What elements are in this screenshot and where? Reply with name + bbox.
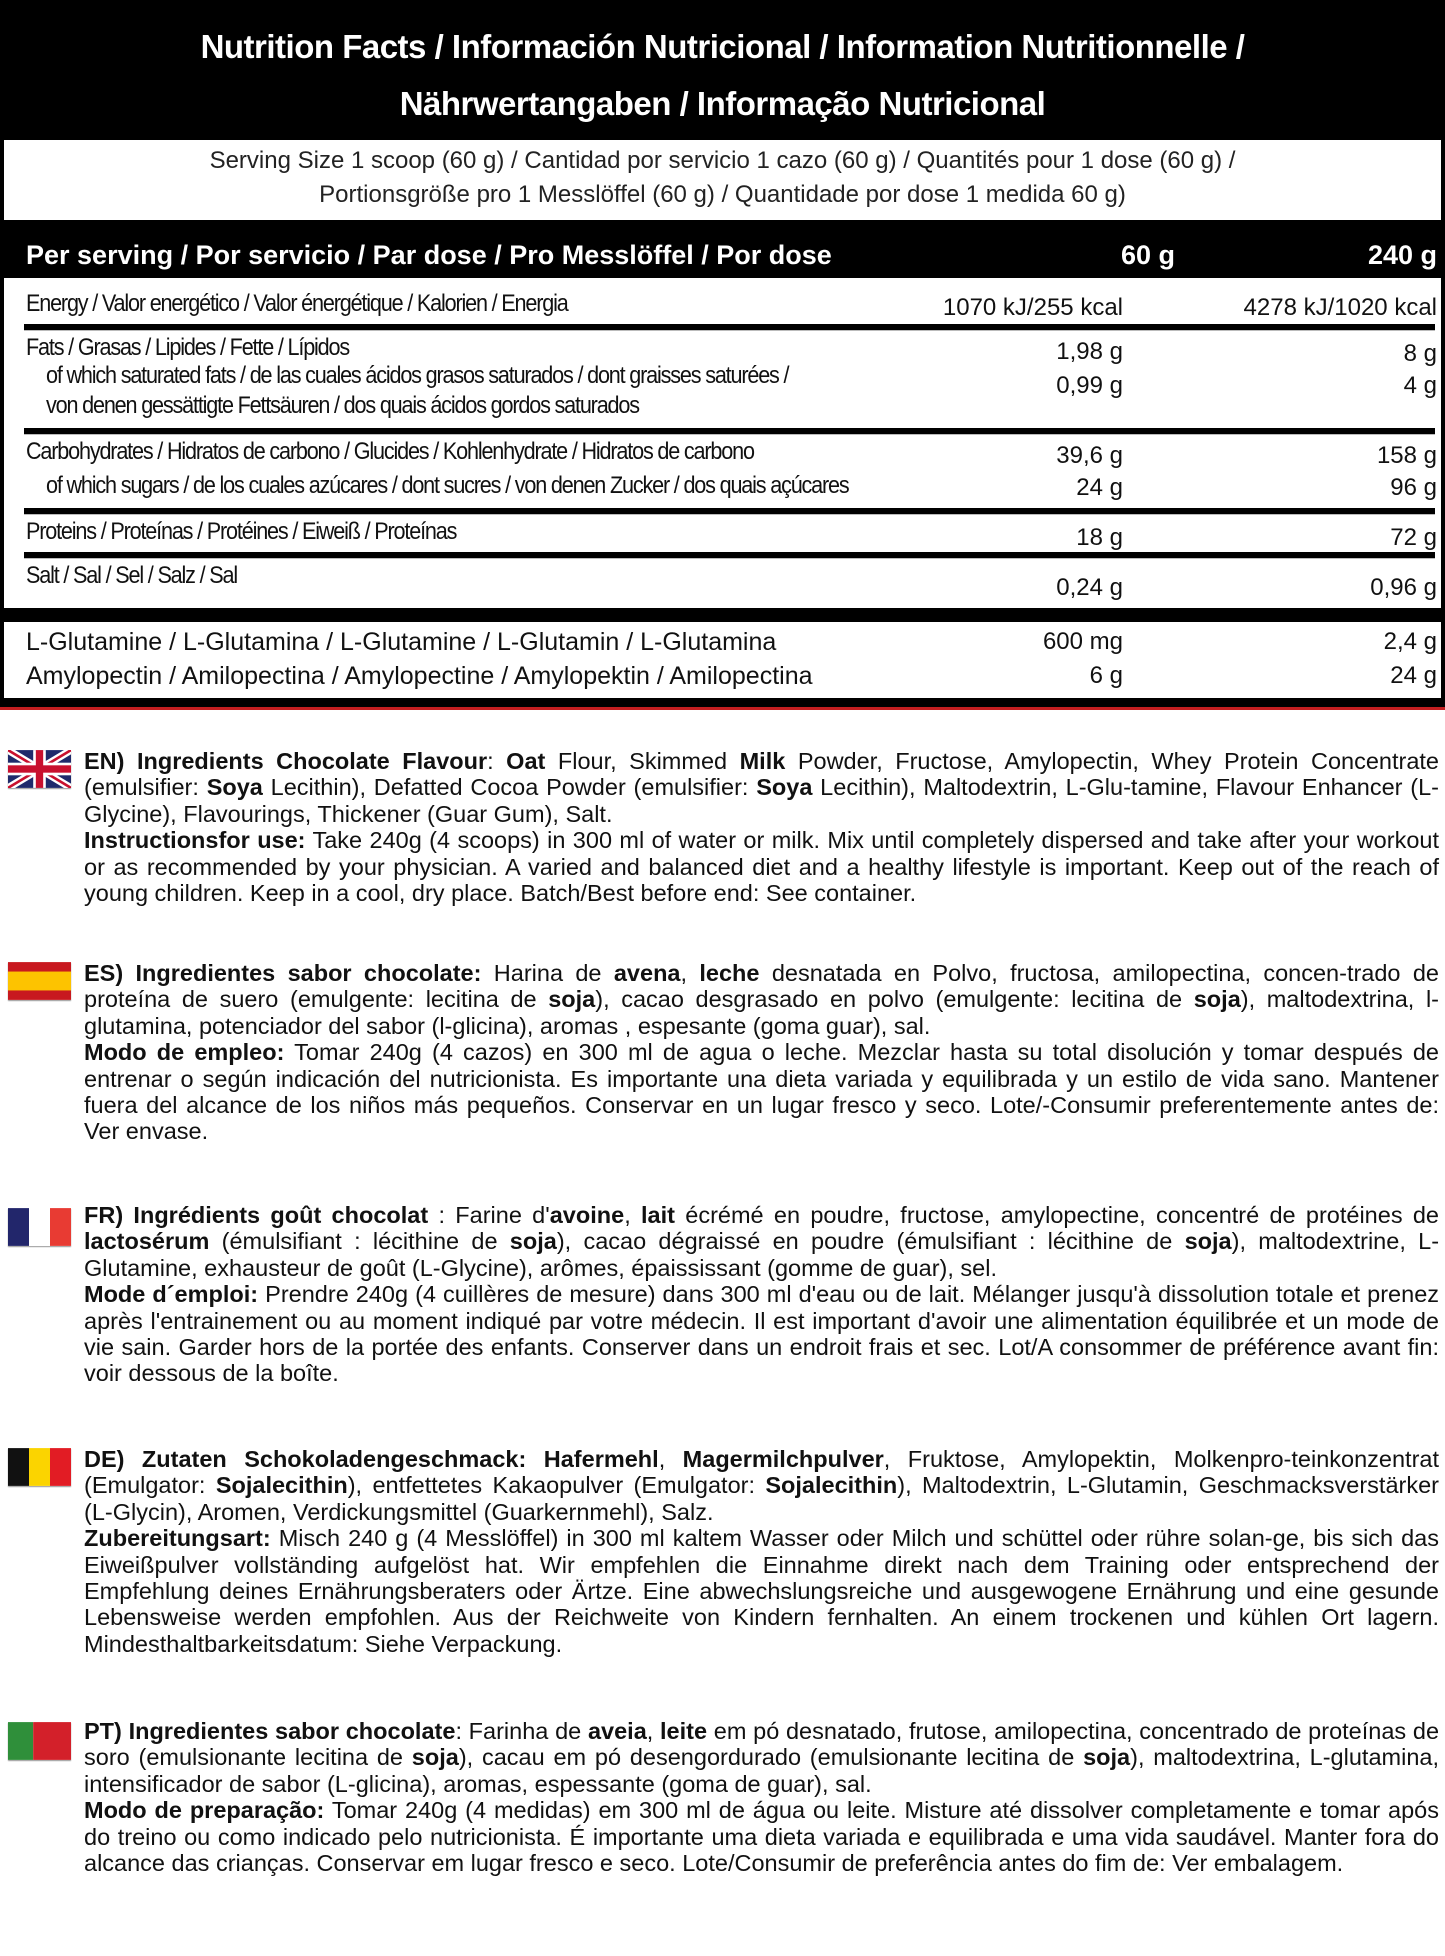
instructions-en <box>84 827 1439 906</box>
column-header-60g: 60 g <box>1120 240 1175 270</box>
uk-flag-icon <box>8 750 71 788</box>
extra-label: Amylopectin / Amilopectina / Amylopectine / Amylopektin / Amilopectina <box>26 662 813 690</box>
section-fr-text <box>84 1202 1439 1387</box>
instructions-text: Take 240g (4 scoops) in 300 ml of water or milk. Mix until completely dispersed and take after your workout or as recommended by your physician. A varied and balanced diet and a healthy lifestyle is important. Keep out of the reach of young children. Keep in a cool, dry place. Batch/Best before end: See container. <box>84 827 1439 907</box>
value-60g: 24 g <box>1076 474 1123 501</box>
section-es-text <box>84 960 1439 1145</box>
value-60g: 600 mg <box>1042 628 1123 655</box>
title-line-1: Nutrition Facts / Información Nutricional / Information Nutritionnelle / <box>200 28 1245 65</box>
instructions-heading: Instructionsfor use: <box>84 827 306 854</box>
value-240g: 8 g <box>1403 340 1437 367</box>
value-240g: 0,96 g <box>1370 574 1437 601</box>
serving-line-2: Portionsgröße pro 1 Messlöffel (60 g) / Quantidade por dose 1 medida 60 g) <box>319 181 1126 208</box>
value-60g: 6 g <box>1089 662 1123 689</box>
ingredients-pt: PT) Ingredientes sabor chocolate: Farinha de aveia, leite em pó desnatado, frutose, amilopectina, concentrado de proteínas de soro (emulsionante lecitina de soja), cacau em pó desengordurado (emulsionante lecitina de soja), maltodextrina, L-glutamina, intensificador de sabor (L-glicina), aromas, espessante (goma de guar), sal. <box>84 1718 1440 1797</box>
value-60g: 0,24 g <box>1056 574 1123 601</box>
nutrient-label: Carbohydrates / Hidratos de carbono / Glucides / Kohlenhydrate / Hidratos de carbono <box>26 438 754 465</box>
section-pt-text <box>84 1718 1439 1876</box>
row-divider <box>24 508 1435 515</box>
value-240g: 24 g <box>1390 662 1437 689</box>
value-60g: 39,6 g <box>1056 442 1123 469</box>
value-60g: 1,98 g <box>1056 338 1123 365</box>
section-en-text <box>84 748 1439 906</box>
value-240g: 158 g <box>1376 442 1437 469</box>
per-serving-label: Per serving / Por servicio / Par dose / Pro Messlöffel / Por dose <box>26 240 832 270</box>
instructions-es <box>84 1039 1439 1145</box>
france-flag-icon <box>8 1208 71 1246</box>
value-60g: 0,99 g <box>1056 372 1123 399</box>
serving-line-1: Serving Size 1 scoop (60 g) / Cantidad por servicio 1 cazo (60 g) / Quantités pour 1 dose (60 g) / <box>209 147 1236 174</box>
spain-flag-icon <box>8 962 71 1000</box>
instructions-text: Prendre 240g (4 cuillères de mesure) dans 300 ml d'eau ou de lait. Mélanger jusqu'à dissolution totale et prenez après l'entrainement ou au moment indiqué par votre médecin. Il est important d'avoir une alimentation équilibrée et un mode de vie sain. Garder hors de la portée des enfants. Conserver dans un endroit frais et sec. Lot/A consommer de préférence avant fin: voir dessous de la boîte. <box>84 1281 1440 1387</box>
value-240g: 2,4 g <box>1383 628 1437 655</box>
value-240g: 72 g <box>1390 524 1437 551</box>
nutrition-facts-table <box>0 0 1445 708</box>
serving-size <box>4 140 1441 220</box>
germany-flag-icon <box>8 1448 71 1486</box>
nutrient-label: Energy / Valor energético / Valor énergétique / Kalorien / Energia <box>26 290 568 317</box>
ingredients-en: EN) Ingredients Chocolate Flavour: Oat Flour, Skimmed Milk Powder, Fructose, Amylopectin, Whey Protein Concentrate (emulsifier: Soya Lecithin), Defatted Cocoa Powder (emulsifier: Soya Lecithin), Maltodextrin, L-Glu-tamine, Flavour Enhancer (L-Glycine), Flavourings, Thickener (Guar Gum), Salt. <box>84 748 1439 827</box>
row-divider <box>24 552 1435 559</box>
ingredients-es: ES) Ingredientes sabor chocolate: Harina de avena, leche desnatada en Polvo, fructosa, amilopectina, concen-trado de proteína de suero (emulgente: lecitina de soja), cacao desgrasado en polvo (emulgente: lecitina de soja), maltodextrina, l-glutamina, potenciador del sabor (l-glicina), aromas , espesante (goma guar), sal. <box>84 960 1439 1039</box>
instructions-heading: Mode d´emploi: <box>84 1281 259 1308</box>
instructions-text: Tomar 240g (4 cazos) en 300 ml de agua o leche. Mezclar hasta su total disolución y tomar después de entrenar o según indicación del nutricionista. Es importante una dieta variada y equilibrada y un estilo de vida sano. Mantener fuera del alcance de los niños más pequeños. Conservar en un lugar fresco y seco. Lote/-Consumir preferentemente antes de: Ver envase. <box>84 1039 1439 1145</box>
instructions-text: Misch 240 g (4 Messlöffel) in 300 ml kaltem Wasser oder Milch und schüttel oder rühre solan-ge, bis sich das Eiweißpulver vollständing aufgelöst hat. Wir empfehlen die Einnahme direkt nach dem Training oder entsprechend der Empfehlung deines Ernährungsberaters oder Ärtze. Eine abwechslungsreiche und ausgewogene Ernährung und eine gesunde Lebensweise werden empfohlen. Aus der Reichweite von Kindern fernhalten. An einem trockenen und kühlen Ort lagern. Mindesthaltbarkeitsdatum: Siehe Verpackung. <box>84 1525 1439 1657</box>
extras-panel <box>4 622 1441 698</box>
instructions-de <box>84 1525 1439 1657</box>
instructions-text: Tomar 240g (4 medidas) em 300 ml de água ou leite. Misture até dissolver completamente e tomar após do treino ou como indicado pelo nutricionista. É importante uma dieta variada e equilibrada e uma vida saudável. Manter fora do alcance das crianças. Conservar em lugar fresco e seco. Lote/Consumir de preferência antes do fim de: Ver embalagem. <box>84 1797 1440 1877</box>
divider-line <box>0 707 1445 710</box>
ingredients-fr: FR) Ingrédients goût chocolat : Farine d'avoine, lait écrémé en poudre, fructose, amylopectine, concentré de protéines de lactosérum (émulsifiant : lécithine de soja), cacao dégraissé en poudre (émulsifiant : lécithine de soja), maltodextrine, L-Glutamine, exhausteur de goût (L-Glycine), arômes, épaississant (gomme de guar), sel. <box>84 1202 1440 1281</box>
instructions-fr <box>84 1281 1439 1387</box>
nutrition-title <box>0 18 1445 132</box>
column-header-240g: 240 g <box>1367 240 1437 270</box>
row-divider <box>24 428 1435 435</box>
nutrient-label: of which sugars / de los cuales azúcares / dont sucres / von denen Zucker / dos quais açúcares <box>46 472 849 499</box>
nutrient-label: Fats / Grasas / Lipides / Fette / Lípidos <box>26 334 350 361</box>
nutrient-label: of which saturated fats / de las cuales ácidos grasos saturados / dont graisses saturées / <box>46 362 789 389</box>
title-line-2: Nährwertangaben / Informação Nutricional <box>399 85 1046 122</box>
nutrient-label-cont: von denen gessättigte Fettsäuren / dos quais ácidos gordos saturados <box>46 392 639 419</box>
ingredients-de: DE) Zutaten Schokoladengeschmack: Hafermehl, Magermilchpulver, Fruktose, Amylopektin, Molkenpro-teinkonzentrat (Emulgator: Sojalecithin), entfettetes Kakaopulver (Emulgator: Sojalecithin), Maltodextrin, L-Glutamin, Geschmacksverstärker (L-Glycin), Aromen, Verdickungsmittel (Guarkernmehl), Salz. <box>84 1446 1439 1525</box>
portugal-flag-icon <box>8 1722 71 1760</box>
per-serving-header <box>0 232 1445 278</box>
value-60g: 1070 kJ/255 kcal <box>942 294 1123 321</box>
instructions-heading: Zubereitungsart: <box>84 1525 271 1552</box>
value-240g: 4278 kJ/1020 kcal <box>1243 294 1437 321</box>
nutrient-label: Salt / Sal / Sel / Salz / Sal <box>26 562 237 589</box>
value-240g: 4 g <box>1403 372 1437 399</box>
instructions-heading: Modo de empleo: <box>84 1039 285 1066</box>
extra-label: L-Glutamine / L-Glutamina / L-Glutamine / L-Glutamin / L-Glutamina <box>26 628 777 656</box>
value-60g: 18 g <box>1076 524 1123 551</box>
nutrients-panel <box>4 278 1441 608</box>
nutrient-label: Proteins / Proteínas / Protéines / Eiweiß / Proteínas <box>26 518 457 545</box>
value-240g: 96 g <box>1390 474 1437 501</box>
section-de-text <box>84 1446 1439 1657</box>
row-divider <box>24 324 1435 331</box>
instructions-pt <box>84 1797 1439 1876</box>
instructions-heading: Modo de preparação: <box>84 1797 325 1824</box>
